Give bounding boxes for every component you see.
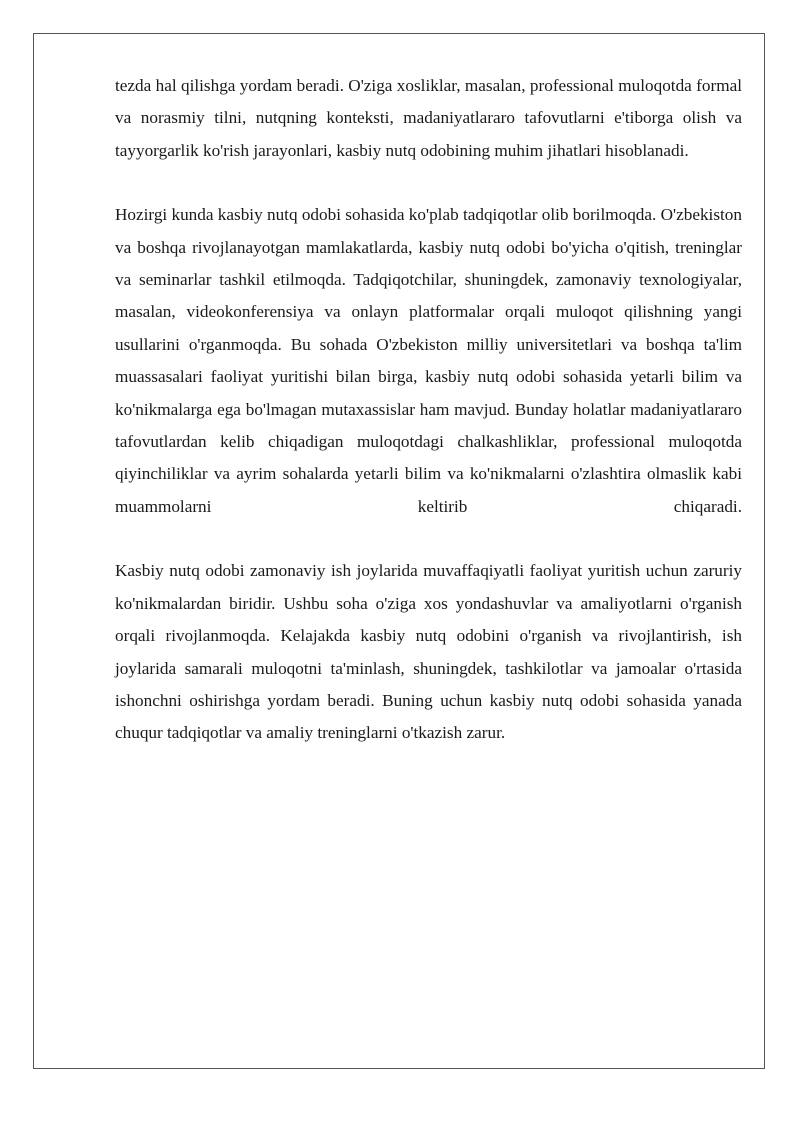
paragraph-1: tezda hal qilishga yordam beradi. O'ziga xosliklar, masalan, professional muloqotda formal va norasmiy tilni, nutqning konteksti, madaniyatlararo tafovutlarni e'tiborga olish va tayyorgarlik ko'rish jarayonlari, kasbiy nutq odobining muhim jihatlari hisoblanadi. xyxy=(115,76,742,160)
page-body xyxy=(115,70,742,782)
paragraph-2: Hozirgi kunda kasbiy nutq odobi sohasida ko'plab tadqiqotlar olib borilmoqda. O'zbekiston va boshqa rivojlanayotgan mamlakatlarda, kasbiy nutq odobi bo'yicha o'qitish, treninglar va seminarlar tashkil etilmoqda. Tadqiqotchilar, shuningdek, zamonaviy texnologiyalar, masalan, videokonferensiya va onlayn platformalar orqali muloqot qilishning yangi usullarini o'rganmoqda. Bu sohada O'zbekiston milliy universitetlari va boshqa ta'lim muassasalari faoliyat yuritishi bilan birga, kasbiy nutq odobi sohasida yetarli bilim va ko'nikmalarga ega bo'lmagan mutaxassislar ham mavjud. Bunday holatlar madaniyatlararo tafovutlardan kelib chiqadigan muloqotdagi chalkashliklar, professional muloqotda qiyinchiliklar va ayrim sohalarda yetarli bilim va ko'nikmalarni o'zlashtira olmaslik kabi muammolarni keltirib chiqaradi. xyxy=(115,205,742,516)
paragraph-3: Kasbiy nutq odobi zamonaviy ish joylarida muvaffaqiyatli faoliyat yuritish uchun zaruriy ko'nikmalardan biridir. Ushbu soha o'ziga xos yondashuvlar va amaliyotlarni o'rganish orqali rivojlanmoqda. Kelajakda kasbiy nutq odobini o'rganish va rivojlantirish, ish joylarida samarali muloqotni ta'minlash, shuningdek, tashkilotlar va jamoalar o'rtasida ishonchni oshirishga yordam beradi. Buning uchun kasbiy nutq odobi sohasida yanada chuqur tadqiqotlar va amaliy treninglarni o'tkazish zarur. xyxy=(115,561,742,743)
